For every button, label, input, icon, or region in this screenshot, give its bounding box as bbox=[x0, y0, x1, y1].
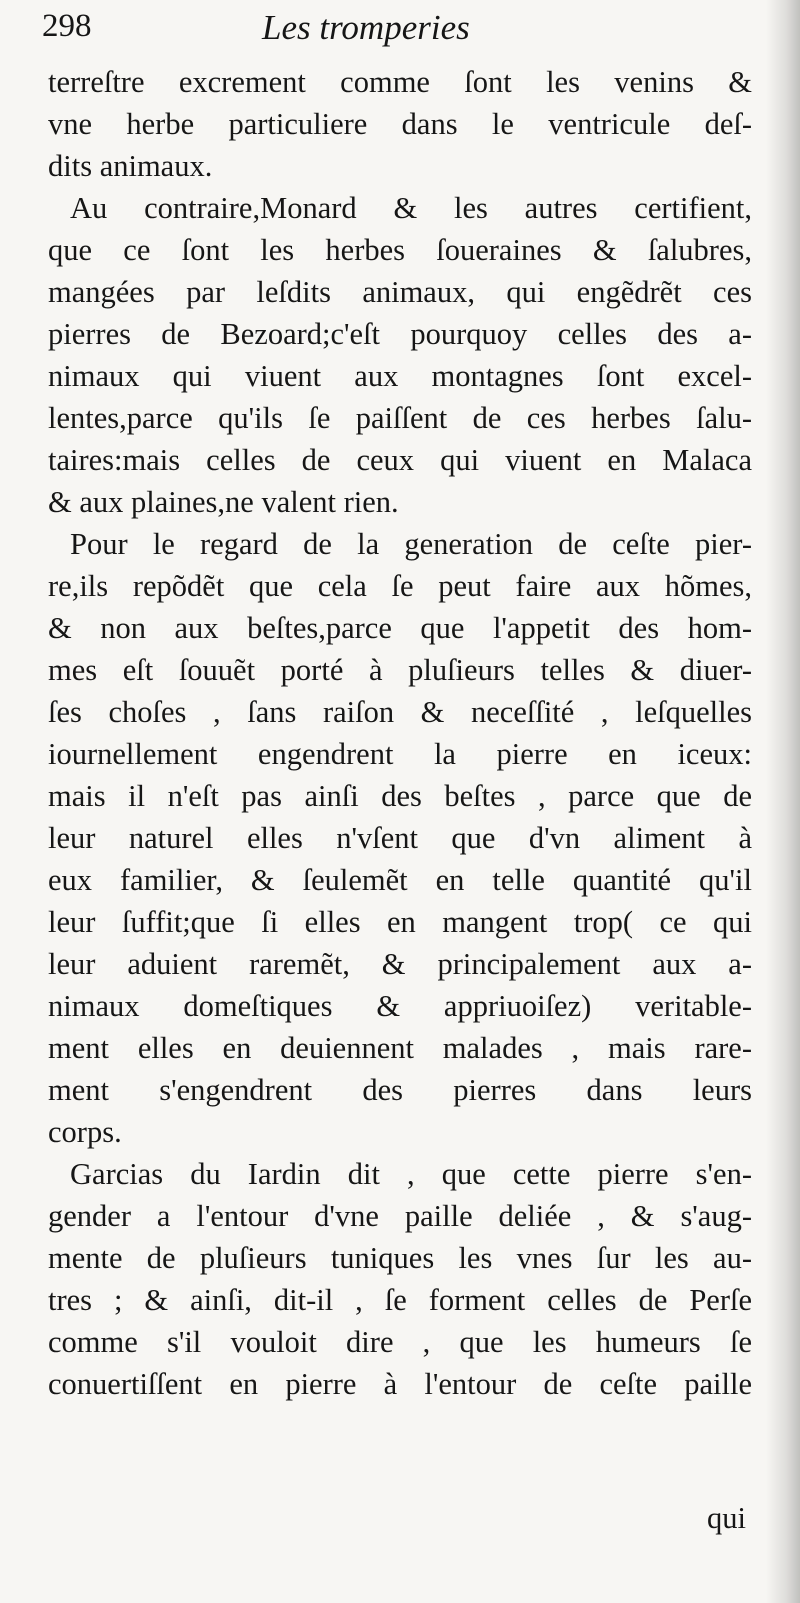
text-line: eux familier, & ſeulemẽt en telle quantité qu'il bbox=[48, 863, 752, 897]
text-line: mes eſt ſouuẽt porté à pluſieurs telles & diuer- bbox=[48, 653, 752, 687]
running-header bbox=[0, 8, 800, 52]
text-line: lentes,parce qu'ils ſe paiſſent de ces herbes ſalu- bbox=[48, 401, 752, 435]
running-title: Les tromperies bbox=[262, 8, 470, 47]
text-line: gender a l'entour d'vne paille deliée , & s'aug- bbox=[48, 1199, 752, 1233]
text-line: leur ſuffit;que ſi elles en mangent trop( ce qui bbox=[48, 905, 752, 939]
text-line: ment elles en deuiennent malades , mais rare- bbox=[48, 1031, 752, 1065]
page-gutter-shadow bbox=[766, 0, 800, 1603]
page-number: 298 bbox=[42, 8, 92, 44]
text-line: Pour le regard de la generation de ceſte pier- bbox=[70, 527, 752, 561]
text-line: comme s'il vouloit dire , que les humeurs ſe bbox=[48, 1325, 752, 1359]
text-line: que ce ſont les herbes ſoueraines & ſalubres, bbox=[48, 233, 752, 267]
text-line: ſes choſes , ſans raiſon & neceſſité , leſquelles bbox=[48, 695, 752, 729]
text-line: taires:mais celles de ceux qui viuent en Malaca bbox=[48, 443, 752, 477]
text-line: corps. bbox=[48, 1115, 122, 1149]
text-line: nimaux qui viuent aux montagnes ſont excel- bbox=[48, 359, 752, 393]
text-line: dits animaux. bbox=[48, 149, 213, 183]
text-line: ment s'engendrent des pierres dans leurs bbox=[48, 1073, 752, 1107]
text-line: & non aux beſtes,parce que l'appetit des hom- bbox=[48, 611, 752, 645]
text-line: mais il n'eſt pas ainſi des beſtes , parce que de bbox=[48, 779, 752, 813]
text-line: pierres de Bezoard;c'eſt pourquoy celles des a- bbox=[48, 317, 752, 351]
text-line: conuertiſſent en pierre à l'entour de ceſte paille bbox=[48, 1367, 752, 1401]
text-line: Au contraire,Monard & les autres certifient, bbox=[70, 191, 752, 225]
text-line: vne herbe particuliere dans le ventricule deſ- bbox=[48, 107, 752, 141]
text-line: Garcias du Iardin dit , que cette pierre s'en- bbox=[70, 1157, 752, 1191]
text-line: leur naturel elles n'vſent que d'vn aliment à bbox=[48, 821, 752, 855]
text-line: mente de pluſieurs tuniques les vnes ſur les au- bbox=[48, 1241, 752, 1275]
text-line: terreſtre excrement comme ſont les venins & bbox=[48, 65, 752, 99]
catchword: qui bbox=[707, 1501, 746, 1535]
text-line: mangées par leſdits animaux, qui engẽdrẽt ces bbox=[48, 275, 752, 309]
text-line: tres ; & ainſi, dit-il , ſe forment celles de Perſe bbox=[48, 1283, 752, 1317]
text-line: leur aduient raremẽt, & principalement aux a- bbox=[48, 947, 752, 981]
text-line: re,ils repõdẽt que cela ſe peut faire aux hõmes, bbox=[48, 569, 752, 603]
text-line: & aux plaines,ne valent rien. bbox=[48, 485, 399, 519]
text-line: nimaux domeſtiques & appriuoiſez) veritable- bbox=[48, 989, 752, 1023]
text-line: iournellement engendrent la pierre en iceux: bbox=[48, 737, 752, 771]
